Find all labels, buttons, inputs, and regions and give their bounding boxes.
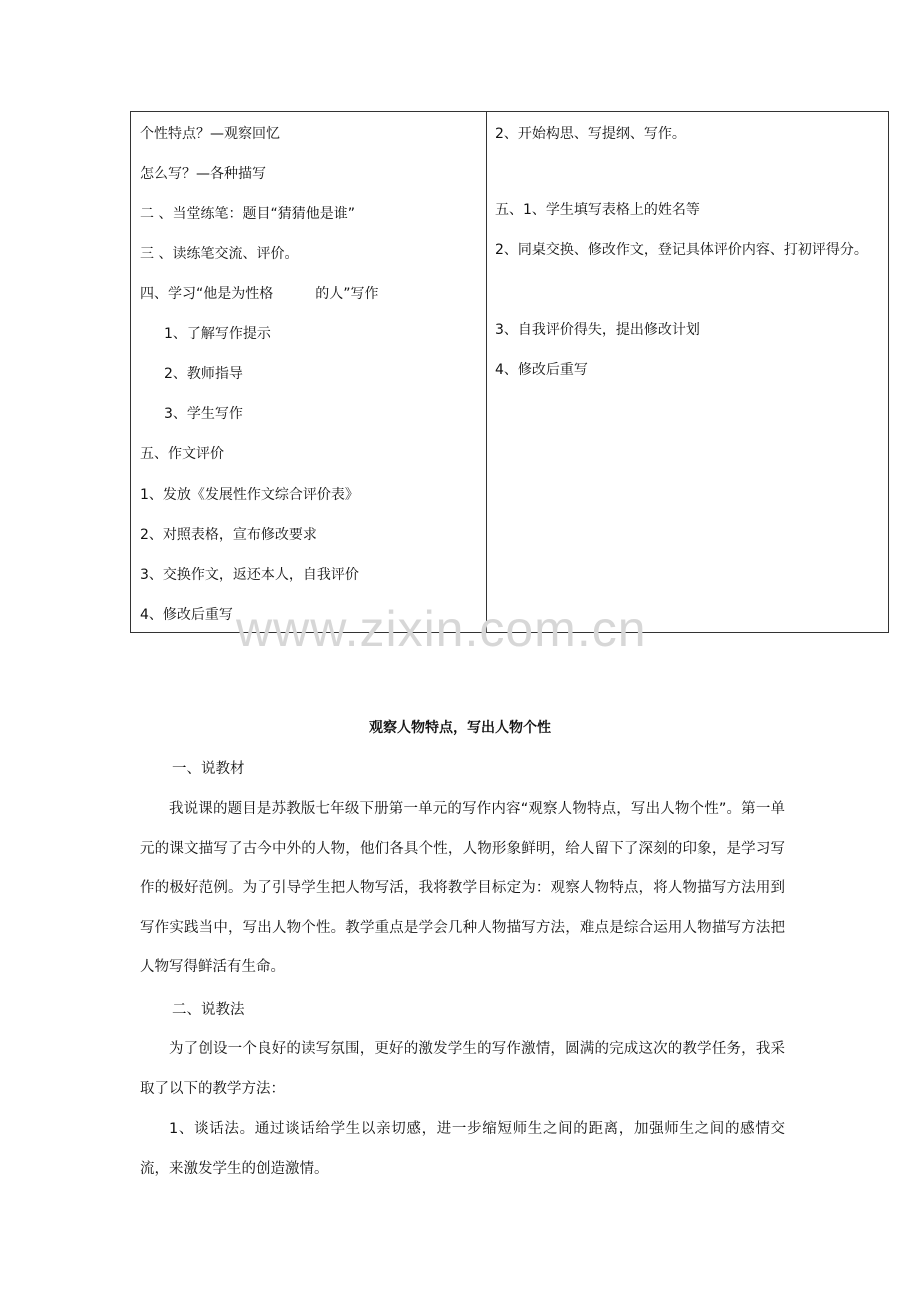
paragraph: 我说课的题目是苏教版七年级下册第一单元的写作内容“观察人物特点，写出人物个性”。第一单元的课文描写了古今中外的人物，他们各具个性，人物形象鲜明，给人留下了深刻的印象，是学习写作的极好范例。为了引导学生把人物写活，我将教学目标定为：观察人物特点，将人物描写方法用到写作实践当中，写出人物个性。教学重点是学会几种人物描写方法，难点是综合运用人物描写方法把人物写得鲜活有生命。 (140, 801, 785, 975)
table-line: 3、自我评价得失，提出修改计划 (495, 322, 700, 338)
watermark: www.zixin.com.cn (236, 601, 647, 657)
paragraph: 为了创设一个良好的读写氛围，更好的激发学生的写作激情，圆满的完成这次的教学任务，我采取了以下的教学方法： (140, 1041, 785, 1097)
document-title: 观察人物特点，写出人物个性 (369, 720, 551, 736)
table-line: 2、对照表格，宣布修改要求 (140, 527, 317, 543)
table-line: 怎么写？—各种描写 (140, 166, 266, 182)
table-line: 3、学生写作 (164, 406, 243, 422)
paragraph: 1、谈话法。通过谈话给学生以亲切感，进一步缩短师生之间的距离，加强师生之间的感情交流，来激发学生的创造激情。 (140, 1121, 785, 1177)
column-divider (486, 112, 487, 632)
table-line: 二 、当堂练笔：题目“猜猜他是谁” (140, 206, 355, 222)
table-line: 四、学习“他是为性格 的人”写作 (140, 286, 379, 302)
table-line: 4、修改后重写 (495, 362, 588, 378)
table-line: 3、交换作文，返还本人，自我评价 (140, 567, 359, 583)
lesson-plan-table (130, 111, 889, 633)
section-heading: 一、说教材 (172, 761, 245, 777)
table-line: 2、同桌交换、修改作文，登记具体评价内容、打初评得分。 (495, 242, 868, 258)
table-line: 五、作文评价 (140, 446, 224, 462)
table-line: 三 、读练笔交流、评价。 (140, 246, 299, 262)
table-line: 2、教师指导 (164, 366, 243, 382)
table-line: 1、了解写作提示 (164, 326, 271, 342)
table-line: 个性特点？—观察回忆 (140, 126, 280, 142)
table-line: 1、发放《发展性作文综合评价表》 (140, 487, 359, 503)
table-line: 2、开始构思、写提纲、写作。 (495, 126, 686, 142)
table-line: 五、1、学生填写表格上的姓名等 (495, 202, 700, 218)
section-heading: 二、说教法 (172, 1002, 245, 1018)
table-line: 4、修改后重写 (140, 607, 233, 623)
